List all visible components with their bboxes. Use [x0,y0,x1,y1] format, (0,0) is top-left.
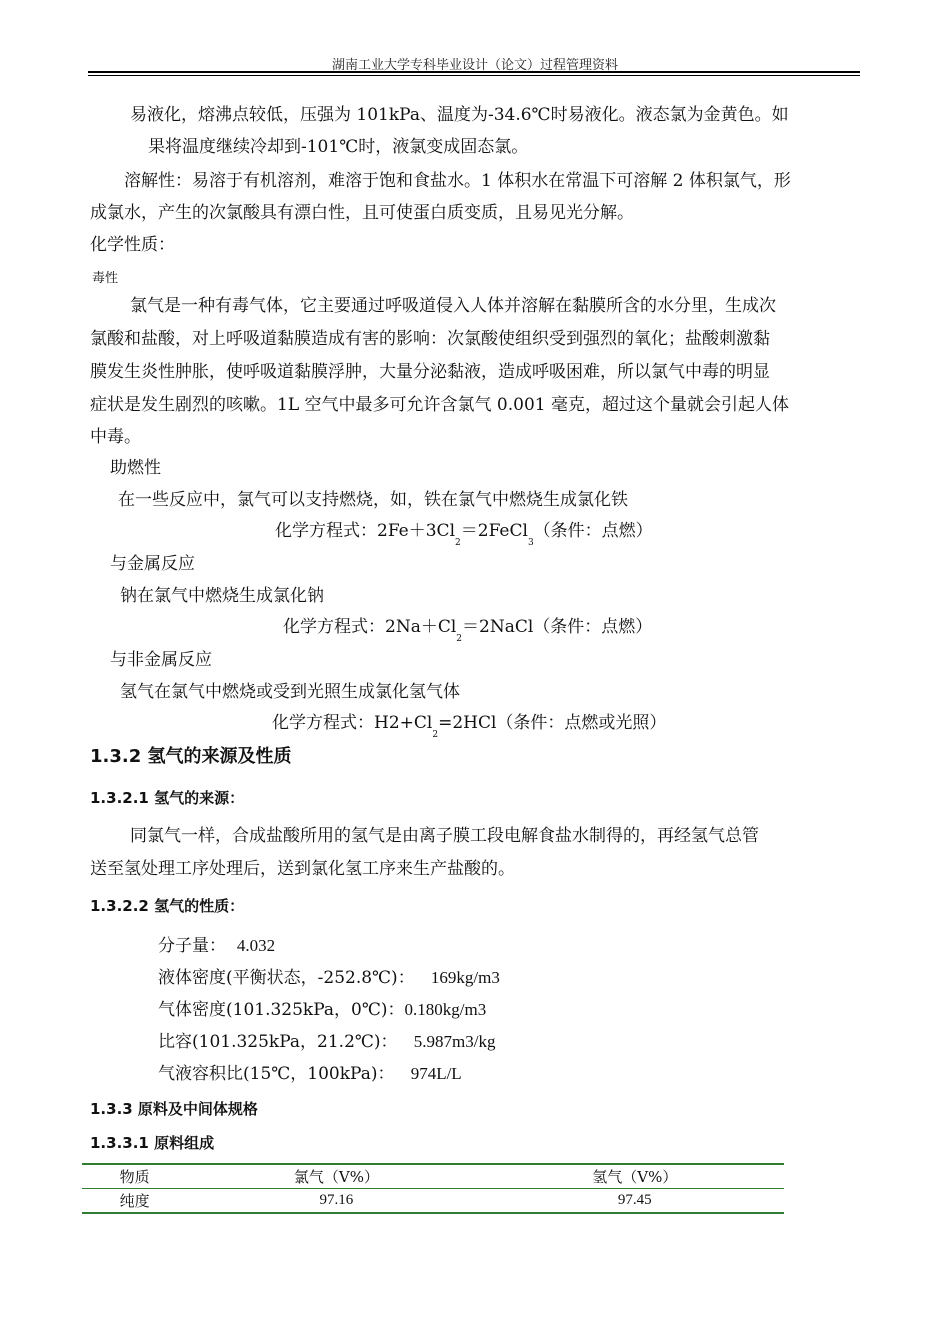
table-row [82,1189,784,1214]
section-1-3-2-2-heading: 1.3.2.2 氢气的性质： [90,897,245,915]
column-header-hydrogen: 氢气（V%） [486,1164,784,1189]
property-value: 169kg/m3 [430,968,500,987]
table-cell: 97.45 [617,1192,652,1208]
property-gas-liquid-ratio [158,1063,462,1085]
raw-material-table [82,1163,784,1214]
liquefaction-line-2: 果将温度继续冷却到-101℃时，液氯变成固态氯。 [148,137,529,157]
column-header-chlorine: 氯气（V%） [187,1164,485,1189]
header-rule-thick [88,71,860,73]
property-specific-volume [158,1031,495,1053]
table-cell: 纯度 [119,1192,150,1210]
section-1-3-3-heading: 1.3.3 原料及中间体规格 [90,1100,258,1118]
nonmetal-reaction-title: 与非金属反应 [110,650,212,670]
equation-part: （条件：点燃） [533,521,653,541]
subscript: 3 [527,538,534,548]
chem-props-title: 化学性质： [90,235,175,255]
equation-part: ＝2NaCl（条件：点燃） [462,617,653,637]
equation-part: 化学方程式：2Na＋Cl [283,617,457,637]
property-liquid-density [158,967,500,989]
property-label: 分子量： [158,936,226,956]
toxicity-line-2: 氯酸和盐酸，对上呼吸道黏膜造成有害的影响：次氯酸使组织受到强烈的氧化；盐酸刺激黏 [90,329,770,349]
equation-part: 化学方程式：2Fe＋3Cl [275,521,456,541]
property-label: 气体密度(101.325kPa，0℃)： [158,1000,405,1020]
subscript: 2 [455,538,461,548]
equation-part: 化学方程式：H2+Cl [272,713,433,733]
metal-reaction-text: 钠在氯气中燃烧生成氯化钠 [120,586,324,606]
property-label: 液体密度(平衡状态，-252.8℃)： [158,968,415,988]
toxicity-line-3: 膜发生炎性肿胀，使呼吸道黏膜浮肿，大量分泌黏液，造成呼吸困难，所以氯气中毒的明显 [90,362,770,382]
nonmetal-reaction-equation [272,712,666,746]
property-value: 0.180kg/m3 [404,1000,487,1019]
toxicity-line-5: 中毒。 [90,427,141,447]
metal-reaction-title: 与金属反应 [110,554,195,574]
property-value: 974L/L [410,1064,462,1083]
nonmetal-reaction-text: 氢气在氯气中燃烧或受到光照生成氯化氢气体 [120,682,460,702]
combustion-equation [275,520,653,554]
section-1-3-2-1-heading: 1.3.2.1 氢气的来源： [90,789,245,807]
subscript: 2 [456,634,463,644]
table-header-row [82,1164,784,1189]
subscript: 2 [432,730,439,740]
property-gas-density [158,999,486,1021]
hydrogen-source-line-2: 送至氢处理工序处理后，送到氯化氢工序来生产盐酸的。 [90,859,515,879]
metal-reaction-equation [283,616,652,650]
property-molecular-weight [158,935,275,957]
toxicity-line-1: 氯气是一种有毒气体，它主要通过呼吸道侵入人体并溶解在黏膜所含的水分里，生成次 [130,296,776,316]
table-cell: 97.16 [319,1192,354,1208]
property-value: 5.987m3/kg [413,1032,496,1051]
column-header-substance: 物质 [82,1164,187,1189]
hydrogen-source-line-1: 同氯气一样，合成盐酸所用的氢气是由离子膜工段电解食盐水制得的，再经氢气总管 [130,826,759,846]
property-value: 4.032 [236,936,276,955]
equation-part: =2HCl（条件：点燃或光照） [438,713,667,733]
solubility-line-2: 成氯水，产生的次氯酸具有漂白性，且可使蛋白质变质，且易见光分解。 [90,203,634,223]
solubility-line-1: 溶解性：易溶于有机溶剂，难溶于饱和食盐水。1 体积水在常温下可溶解 2 体积氯气，形 [124,171,791,191]
header-rule-thin [88,75,860,76]
property-label: 比容(101.325kPa，21.2℃)： [158,1032,398,1052]
liquefaction-line-1: 易液化，熔沸点较低，压强为 101kPa、温度为-34.6℃时易液化。液态氯为金黄色。如 [130,105,789,125]
equation-part: ＝2FeCl [460,521,528,541]
section-1-3-3-1-heading: 1.3.3.1 原料组成 [90,1134,215,1152]
section-1-3-2-heading: 1.3.2 氢气的来源及性质 [90,746,292,767]
toxicity-title: 毒性 [92,271,119,286]
combustion-text: 在一些反应中，氯气可以支持燃烧，如，铁在氯气中燃烧生成氯化铁 [118,490,628,510]
page-header: 湖南工业大学专科毕业设计（论文）过程管理资料 [331,58,618,73]
toxicity-line-4: 症状是发生剧烈的咳嗽。1L 空气中最多可允许含氯气 0.001 毫克，超过这个量就会引起人体 [90,395,789,415]
combustion-title: 助燃性 [110,458,161,478]
property-label: 气液容积比(15℃，100kPa)： [158,1064,395,1084]
